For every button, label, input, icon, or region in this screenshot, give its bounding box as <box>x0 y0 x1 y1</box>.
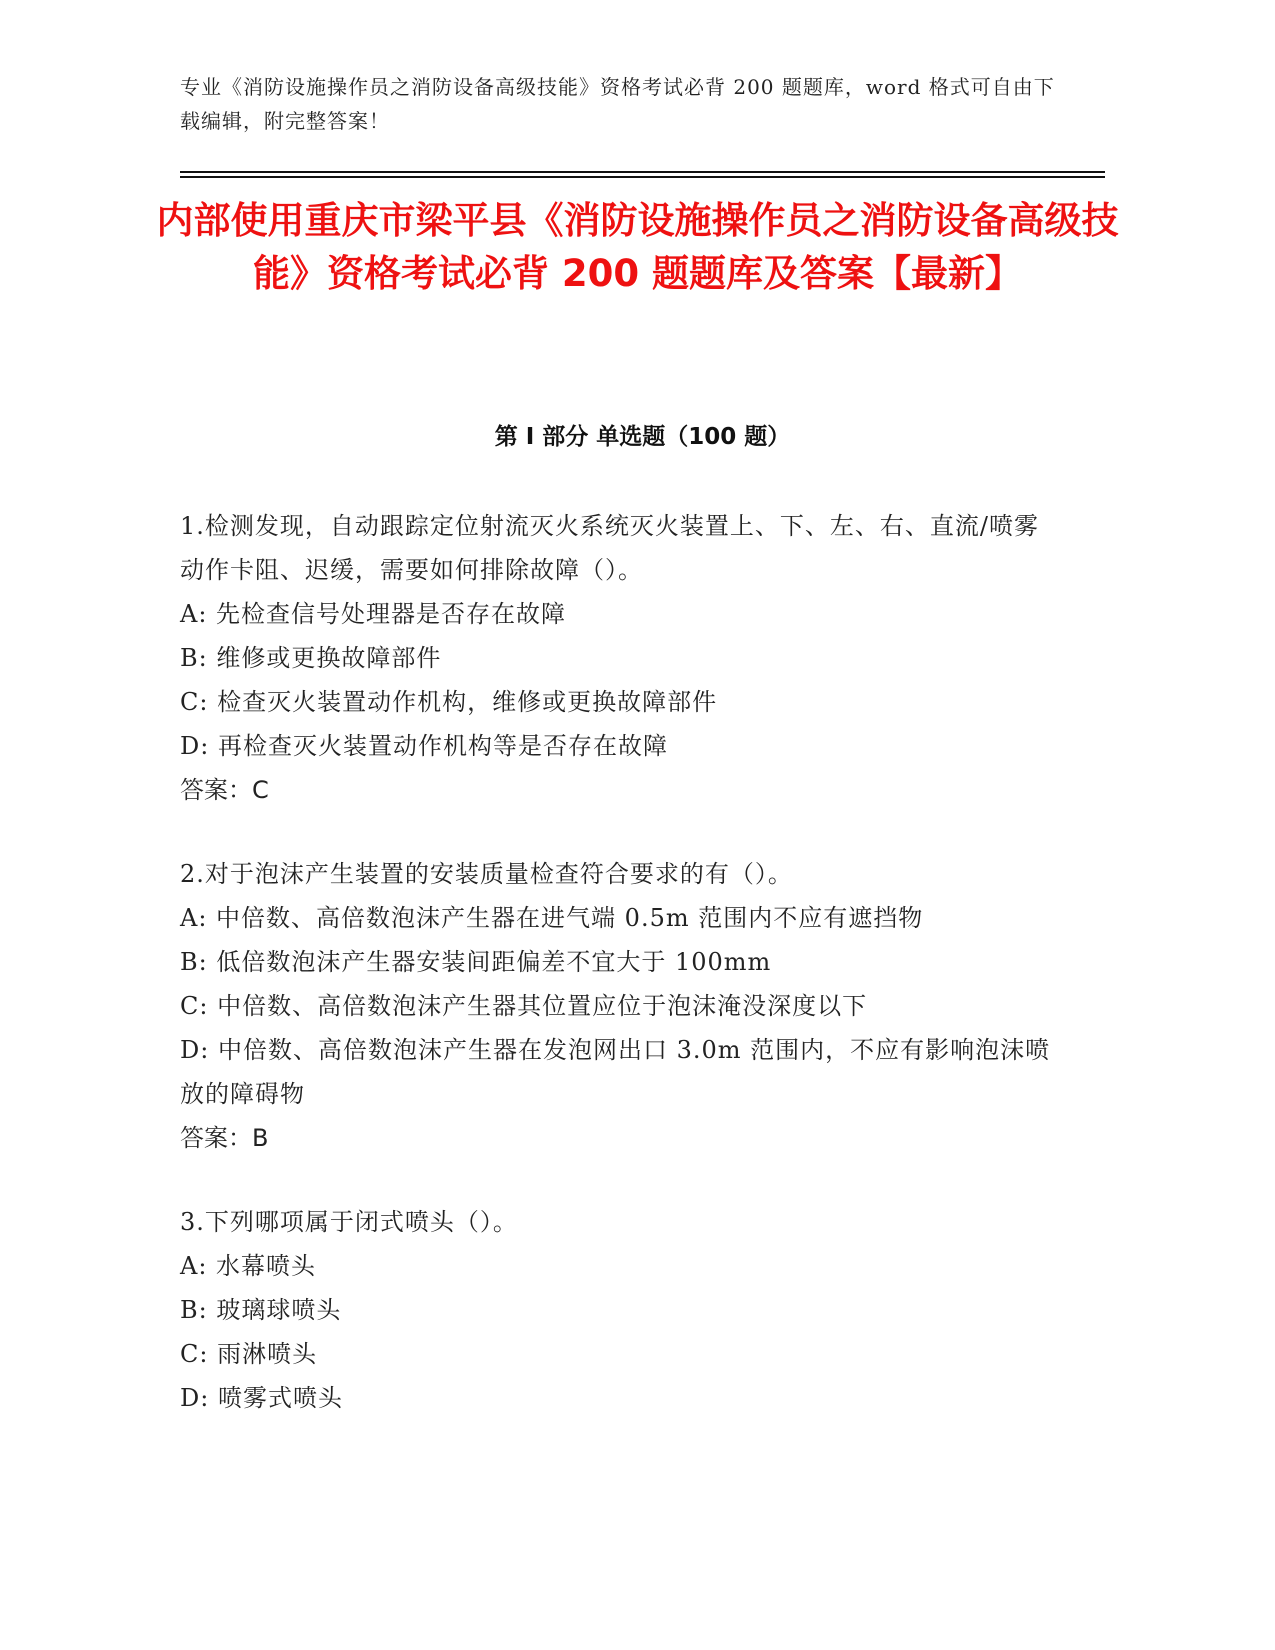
header-divider-top <box>180 171 1105 173</box>
option-a: A: 水幕喷头 <box>180 1252 317 1280</box>
question-stem: 3.下列哪项属于闭式喷头（）。 <box>180 1208 518 1236</box>
option-d: D: 中倍数、高倍数泡沫产生器在发泡网出口 3.0m 范围内，不应有影响泡沫喷放的障碍物 <box>180 1036 1051 1108</box>
option-d: D: 喷雾式喷头 <box>180 1384 343 1412</box>
document-title: 内部使用重庆市梁平县《消防设施操作员之消防设备高级技能》资格考试必背 200 题题库及答案【最新】 <box>156 199 1119 295</box>
header-note: 专业《消防设施操作员之消防设备高级技能》资格考试必背 200 题题库，word 格式可自由下载编辑，附完整答案！ <box>180 75 1055 133</box>
header-divider-bottom <box>180 176 1105 178</box>
answer-line: 答案：C <box>180 776 269 804</box>
option-b: B: 低倍数泡沫产生器安装间距偏差不宜大于 100mm <box>180 948 772 976</box>
question-block <box>180 504 1060 812</box>
question-stem: 1.检测发现，自动跟踪定位射流灭火系统灭火装置上、下、左、右、直流/喷雾动作卡阻、迟缓，需要如何排除故障（）。 <box>180 512 1039 584</box>
option-b: B: 维修或更换故障部件 <box>180 644 442 672</box>
question-block <box>180 852 1060 1160</box>
option-c: C: 雨淋喷头 <box>180 1340 318 1368</box>
option-d: D: 再检查灭火装置动作机构等是否存在故障 <box>180 732 668 760</box>
option-a: A: 中倍数、高倍数泡沫产生器在进气端 0.5m 范围内不应有遮挡物 <box>180 904 924 932</box>
option-c: C: 检查灭火装置动作机构，维修或更换故障部件 <box>180 688 718 716</box>
option-a: A: 先检查信号处理器是否存在故障 <box>180 600 567 628</box>
answer-line: 答案：B <box>180 1124 269 1152</box>
option-b: B: 玻璃球喷头 <box>180 1296 342 1324</box>
option-c: C: 中倍数、高倍数泡沫产生器其位置应位于泡沫淹没深度以下 <box>180 992 868 1020</box>
section-heading: 第 I 部分 单选题（100 题） <box>494 424 791 450</box>
question-block <box>180 1200 1060 1420</box>
question-stem: 2.对于泡沫产生装置的安装质量检查符合要求的有（）。 <box>180 860 793 888</box>
